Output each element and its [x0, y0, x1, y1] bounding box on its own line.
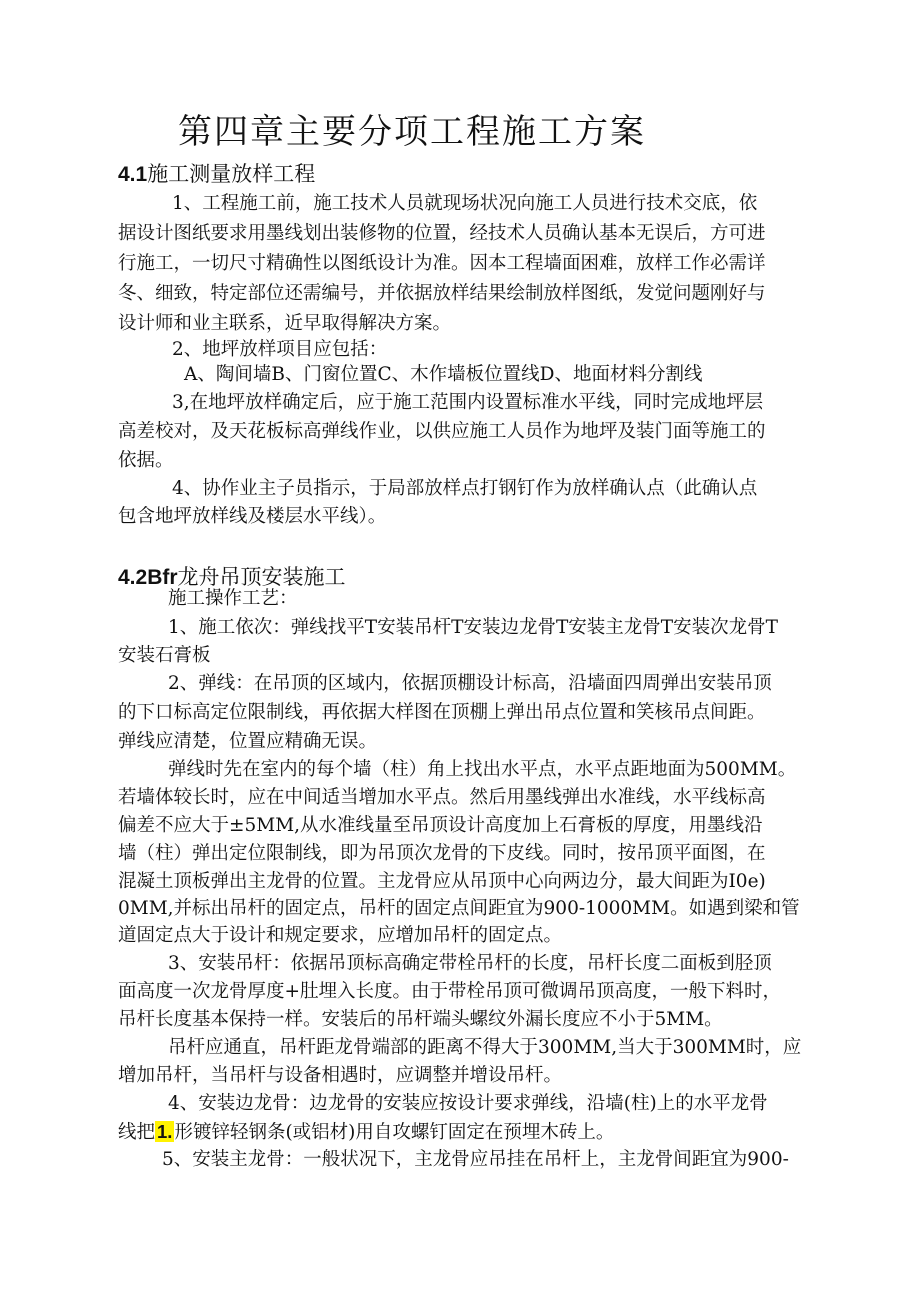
section-number: 4.1: [118, 163, 148, 186]
paragraph-line: 施工操作工艺：: [168, 588, 298, 609]
paragraph-line: 0MM,并标出吊杆的固定点，吊杆的固定点间距宜为900-1000MM。如遇到梁和管: [118, 898, 800, 919]
section-heading-4-1: [118, 158, 315, 188]
line-text: 形镀锌轻钢条(或铝材)用自攻螺钉固定在预埋木砖上。: [174, 1122, 615, 1143]
section-heading-4-2: [118, 561, 346, 591]
line-text: 线把: [118, 1122, 156, 1143]
paragraph-line: 3,在地坪放样确定后，应于施工范围内设置标准水平线，同时完成地坪层: [172, 392, 764, 413]
paragraph-line: 4、协作业主子员指示，于局部放样点打钢钉作为放样确认点（此确认点: [172, 478, 758, 499]
paragraph-line: 安装石膏板: [118, 645, 211, 666]
paragraph-line: 增加吊杆，当吊杆与设备相遇时，应调整并增设吊杆。: [118, 1065, 563, 1086]
paragraph-line: 偏差不应大于±5MM,从水准线量至吊顶设计高度加上石膏板的厚度，用墨线沿: [118, 815, 763, 836]
paragraph-line: 吊杆应通直，吊杆距龙骨端部的距离不得大于300MM,当大于300MM时，应: [168, 1037, 802, 1058]
paragraph-line: A、陶间墙B、门窗位置C、木作墙板位置线D、地面材料分割线: [184, 364, 703, 385]
paragraph-line: 面高度一次龙骨厚度+肚埋入长度。由于带栓吊顶可微调吊顶高度，一般下料时，: [118, 981, 782, 1002]
paragraph-line: 3、安装吊杆：依据吊顶标高确定带栓吊杆的长度，吊杆长度二面板到胫顶: [168, 953, 772, 974]
paragraph-line: 5、安装主龙骨：一般状况下，主龙骨应吊挂在吊杆上，主龙骨间距宜为900-: [162, 1149, 789, 1170]
paragraph-line: 高差校对，及天花板标高弹线作业，以供应施工人员作为地坪及装门面等施工的: [118, 421, 766, 442]
paragraph-line: 1、施工依次：弹线找平T安装吊杆T安装边龙骨T安装主龙骨T安装次龙骨T: [168, 617, 778, 638]
paragraph-line: 墙（柱）弹出定位限制线，即为吊顶次龙骨的下皮线。同时，按吊顶平面图，在: [118, 843, 766, 864]
paragraph-line: [118, 1121, 614, 1144]
paragraph-line: 4、安装边龙骨：边龙骨的安装应按设计要求弹线，沿墙(柱)上的水平龙骨: [168, 1093, 768, 1114]
paragraph-line: 行施工，一切尺寸精确性以图纸设计为准。因本工程墙面困难，放样工作必需详: [118, 253, 766, 274]
paragraph-line: 冬、细致，特定部位还需编号，并依据放样结果绘制放样图纸，发觉问题刚好与: [118, 283, 766, 304]
chapter-title: 第四章主要分项工程施工方案: [178, 112, 646, 152]
paragraph-line: 设计师和业主联系，近早取得解决方案。: [118, 313, 452, 334]
paragraph-line: 混凝土顶板弹出主龙骨的位置。主龙骨应从吊顶中心向两边分，最大间距为I0e): [118, 871, 766, 892]
paragraph-line: 据设计图纸要求用墨线划出装修物的位置，经技术人员确认基本无误后，方可进: [118, 223, 766, 244]
paragraph-line: 弹线时先在室内的每个墙（柱）角上找出水平点，水平点距地面为500MM。: [168, 759, 797, 780]
section-title: 龙舟吊顶安装施工: [177, 565, 346, 589]
paragraph-line: 2、弹线：在吊顶的区域内，依据顶棚设计标高，沿墙面四周弹出安装吊顶: [168, 673, 772, 694]
paragraph-line: 的下口标高定位限制线，再依据大样图在顶棚上弹出吊点位置和笑核吊点间距。: [118, 702, 766, 723]
paragraph-line: 包含地坪放样线及楼层水平线）。: [118, 506, 387, 527]
paragraph-line: 1、工程施工前，施工技术人员就现场状况向施工人员进行技术交底，依: [172, 193, 758, 214]
section-number: 4.2Bfr: [118, 566, 178, 589]
paragraph-line: 依据。: [118, 450, 174, 471]
section-title: 施工测量放样工程: [147, 162, 316, 186]
highlighted-text: 1.: [157, 1121, 173, 1142]
paragraph-line: 弹线应清楚，位置应精确无误。: [118, 731, 378, 752]
paragraph-line: 道固定点大于设计和规定要求，应增加吊杆的固定点。: [118, 925, 563, 946]
paragraph-line: 2、地坪放样项目应包括：: [172, 339, 388, 360]
paragraph-line: 吊杆长度基本保持一样。安装后的吊杆端头螺纹外漏长度应不小于5MM。: [118, 1009, 723, 1030]
paragraph-line: 若墙体较长时，应在中间适当增加水平点。然后用墨线弹出水准线，水平线标高: [118, 787, 766, 808]
